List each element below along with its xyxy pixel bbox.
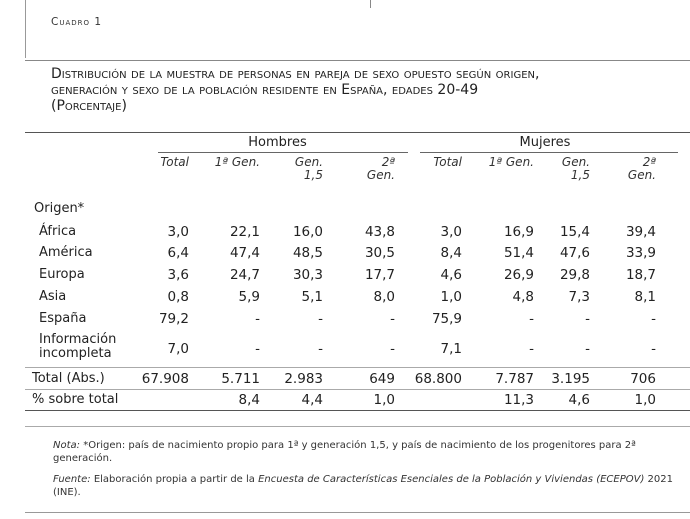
table-bottom-rule: [25, 410, 690, 411]
table-cell: -: [651, 311, 656, 327]
table-cell: 5,9: [238, 289, 260, 305]
note-origin: [53, 439, 683, 465]
note-label: Nota:: [53, 440, 81, 451]
source-text-post: 2021 (INE).: [53, 474, 673, 498]
title-line-2: generación y sexo de la población residente en España, edades 20-49: [51, 82, 479, 98]
table-cell: 5.711: [221, 371, 260, 387]
group-rule-women: [420, 152, 678, 153]
table-cell: 16,0: [292, 224, 323, 240]
table-cell: 48,5: [292, 245, 323, 261]
section-label-origin: Origen*: [34, 201, 85, 216]
table-cell: -: [255, 311, 260, 327]
table-cell: 30,3: [292, 267, 323, 283]
table-cell: 33,9: [625, 245, 656, 261]
table-cell: 8,4: [440, 245, 462, 261]
column-header: [530, 156, 590, 182]
row-label-line: Información: [39, 332, 117, 347]
table-cell: 3,6: [167, 267, 189, 283]
table-label: Cuadro 1: [51, 16, 103, 28]
top-divider: [370, 0, 371, 8]
table-cell: 18,7: [625, 267, 656, 283]
page-bottom-rule: [25, 512, 690, 513]
table-cell: 706: [630, 371, 656, 387]
column-header-line: 1,5: [570, 168, 590, 182]
source-text-survey: Encuesta de Características Esenciales de la Población y Viviendas (ECEPOV): [258, 474, 645, 485]
table-cell: 7.787: [495, 371, 534, 387]
column-header-line: 2ª: [642, 155, 656, 169]
table-top-rule: [25, 132, 690, 133]
table-cell: 649: [369, 371, 395, 387]
table-cell: 3,0: [440, 224, 462, 240]
table-cell: 17,7: [364, 267, 395, 283]
table-cell: 29,8: [559, 267, 590, 283]
table-cell: 11,3: [503, 392, 534, 408]
table-cell: -: [529, 341, 534, 357]
table-cell: 24,7: [229, 267, 260, 283]
column-header-line: Gen.: [294, 155, 323, 169]
table-cell: 15,4: [559, 224, 590, 240]
table-cell: 75,9: [431, 311, 462, 327]
table-cell: -: [529, 311, 534, 327]
row-label: Asia: [39, 289, 67, 304]
notes-top-rule: [25, 426, 690, 427]
table-title: [51, 66, 681, 114]
left-divider: [25, 0, 26, 58]
group-header-men: Hombres: [248, 135, 307, 150]
table-cell: 6,4: [167, 245, 189, 261]
column-header-line: Gen.: [561, 155, 590, 169]
table-cell: 3,0: [167, 224, 189, 240]
table-cell: 26,9: [503, 267, 534, 283]
source-label: Fuente:: [53, 474, 91, 485]
table-cell: -: [651, 341, 656, 357]
table-cell: 79,2: [158, 311, 189, 327]
column-header-line: 1ª Gen.: [488, 155, 534, 169]
table-cell: 8,4: [238, 392, 260, 408]
column-header: [263, 156, 323, 182]
table-cell: 2.983: [284, 371, 323, 387]
table-cell: 22,1: [229, 224, 260, 240]
row-label-line: incompleta: [39, 346, 112, 361]
row-label: [39, 333, 116, 361]
column-header-line: Gen.: [627, 168, 656, 182]
column-header-line: Total: [160, 155, 189, 169]
table-cell: 67.908: [141, 371, 189, 387]
table-cell: 1,0: [634, 392, 656, 408]
table-cell: 1,0: [373, 392, 395, 408]
column-header: [596, 156, 656, 182]
table-cell: -: [318, 311, 323, 327]
table-cell: -: [585, 341, 590, 357]
table-cell: 51,4: [503, 245, 534, 261]
group-header-women: Mujeres: [519, 135, 571, 150]
title-line-1: Distribución de la muestra de personas en pareja de sexo opuesto según origen,: [51, 66, 540, 82]
table-cell: -: [585, 311, 590, 327]
column-header-line: Gen.: [366, 168, 395, 182]
column-header: [129, 156, 189, 169]
table-cell: 4,4: [301, 392, 323, 408]
table-cell: 7,3: [568, 289, 590, 305]
column-header-line: 1ª Gen.: [214, 155, 260, 169]
note-text: *Origen: país de nacimiento propio para 1ª y generación 1,5, y país de nacimiento de los progenitores para 2ª generación.: [53, 440, 636, 464]
table-cell: -: [390, 341, 395, 357]
table-cell: 3.195: [551, 371, 590, 387]
table-cell: 1,0: [440, 289, 462, 305]
table-cell: 30,5: [364, 245, 395, 261]
table-cell: 47,6: [559, 245, 590, 261]
row-label: América: [39, 245, 93, 260]
column-header: [200, 156, 260, 169]
table-cell: -: [255, 341, 260, 357]
table-cell: 68.800: [414, 371, 462, 387]
group-rule-men: [158, 152, 408, 153]
table-cell: 4,6: [440, 267, 462, 283]
table-cell: -: [390, 311, 395, 327]
table-cell: 4,8: [512, 289, 534, 305]
table-cell: 16,9: [503, 224, 534, 240]
total-rule: [25, 367, 690, 368]
table-cell: 43,8: [364, 224, 395, 240]
column-header-line: 1,5: [303, 168, 323, 182]
source-text-pre: Elaboración propia a partir de la: [93, 474, 255, 485]
column-header: [335, 156, 395, 182]
table-cell: 8,1: [634, 289, 656, 305]
note-source: [53, 473, 683, 499]
table-cell: -: [318, 341, 323, 357]
table-cell: 0,8: [167, 289, 189, 305]
table-cell: 47,4: [229, 245, 260, 261]
title-line-3: (Porcentaje): [51, 98, 127, 114]
column-header: [402, 156, 462, 169]
row-label: Europa: [39, 267, 85, 282]
table-cell: 7,1: [440, 341, 462, 357]
column-header-line: Total: [433, 155, 462, 169]
row-label: España: [39, 311, 87, 326]
table-cell: 8,0: [373, 289, 395, 305]
title-rule: [25, 60, 690, 61]
table-cell: 39,4: [625, 224, 656, 240]
pct-row-label: % sobre total: [32, 392, 119, 407]
column-header-line: 2ª: [381, 155, 395, 169]
pct-rule: [25, 389, 690, 390]
total-row-label: Total (Abs.): [32, 371, 105, 386]
column-header: [474, 156, 534, 169]
row-label: África: [39, 224, 77, 239]
table-cell: 4,6: [568, 392, 590, 408]
table-cell: 5,1: [301, 289, 323, 305]
table-cell: 7,0: [167, 341, 189, 357]
